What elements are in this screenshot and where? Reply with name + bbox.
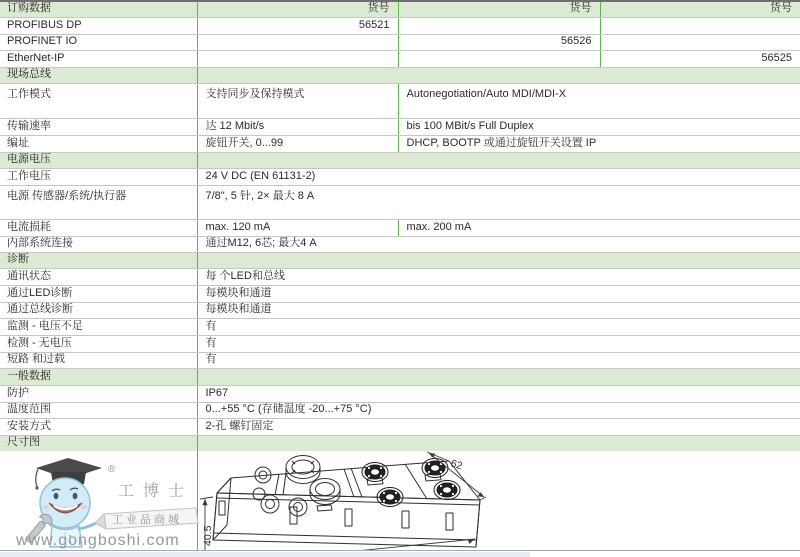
row-label: 安装方式 bbox=[0, 418, 197, 435]
row-value: 56526 bbox=[398, 34, 600, 50]
row-value bbox=[398, 50, 600, 67]
spec-row bbox=[0, 34, 800, 50]
row-value: 支持同步及保持模式 bbox=[197, 83, 398, 118]
row-value: 每模块和通道 bbox=[197, 302, 800, 318]
row-value: 0...+55 °C (存储温度 -20...+75 °C) bbox=[197, 402, 800, 418]
row-value: 货号 bbox=[197, 2, 398, 17]
row-value: 每模块和通道 bbox=[197, 285, 800, 302]
spec-row bbox=[0, 302, 800, 318]
row-label: 电流损耗 bbox=[0, 219, 197, 236]
row-value: 7/8", 5 针, 2× 最大 8 A bbox=[197, 185, 800, 219]
spec-row bbox=[0, 50, 800, 67]
row-value: bis 100 MBit/s Full Duplex bbox=[398, 118, 800, 135]
row-value: 通过M12, 6芯; 最大4 A bbox=[197, 236, 800, 252]
row-label: PROFINET IO bbox=[0, 34, 197, 50]
spec-row bbox=[0, 135, 800, 152]
row-value bbox=[398, 17, 600, 34]
spec-row bbox=[0, 418, 800, 435]
section-row bbox=[0, 252, 800, 268]
row-label: 检测 - 无电压 bbox=[0, 335, 197, 352]
section-row bbox=[0, 152, 800, 168]
row-label: 通讯状态 bbox=[0, 268, 197, 285]
spec-row bbox=[0, 219, 800, 236]
spec-row bbox=[0, 385, 800, 402]
mounting-slot bbox=[345, 509, 352, 526]
row-value: 24 V DC (EN 61131-2) bbox=[197, 168, 800, 185]
mounting-slot bbox=[402, 511, 409, 528]
row-label: 编址 bbox=[0, 135, 197, 152]
dimension-width-label: 62 bbox=[449, 457, 464, 473]
mounting-slot bbox=[446, 513, 453, 530]
section-row bbox=[0, 368, 800, 385]
row-value: DHCP, BOOTP 或通过旋钮开关设置 IP bbox=[398, 135, 800, 152]
row-label: 通过LED诊断 bbox=[0, 285, 197, 302]
spec-row bbox=[0, 118, 800, 135]
row-value bbox=[197, 368, 800, 385]
row-label: 传输速率 bbox=[0, 118, 197, 135]
row-value: 旋钮开关, 0...99 bbox=[197, 135, 398, 152]
row-label: 工作模式 bbox=[0, 83, 197, 118]
dimension-drawing-row bbox=[0, 451, 800, 550]
row-value bbox=[197, 152, 800, 168]
row-value bbox=[600, 34, 800, 50]
rotary-cover bbox=[286, 456, 320, 479]
spec-row bbox=[0, 185, 800, 219]
row-label: EtherNet-IP bbox=[0, 50, 197, 67]
row-label: 温度范围 bbox=[0, 402, 197, 418]
spec-row bbox=[0, 83, 800, 118]
brand-name: 工博士 bbox=[118, 483, 194, 500]
row-value bbox=[197, 50, 398, 67]
row-label: 电源 传感器/系统/执行器 bbox=[0, 185, 197, 219]
row-label: 内部系统连接 bbox=[0, 236, 197, 252]
spec-row bbox=[0, 285, 800, 302]
row-value bbox=[197, 67, 800, 83]
row-label: 监测 - 电压不足 bbox=[0, 318, 197, 335]
section-row bbox=[0, 2, 800, 17]
row-value: 有 bbox=[197, 352, 800, 368]
spec-row bbox=[0, 268, 800, 285]
brand-tagline: 工业品商城 bbox=[112, 514, 182, 526]
row-value bbox=[600, 17, 800, 34]
row-label: 通过总线诊断 bbox=[0, 302, 197, 318]
m12-connector bbox=[261, 495, 279, 513]
row-label: PROFIBUS DP bbox=[0, 17, 197, 34]
section-label: 尺寸图 bbox=[0, 435, 197, 451]
row-value: max. 120 mA bbox=[197, 219, 398, 236]
section-label: 现场总线 bbox=[0, 67, 197, 83]
spec-row bbox=[0, 352, 800, 368]
section-label: 电源电压 bbox=[0, 152, 197, 168]
row-value: IP67 bbox=[197, 385, 800, 402]
spec-table bbox=[0, 2, 800, 452]
row-label: 防护 bbox=[0, 385, 197, 402]
spec-row bbox=[0, 17, 800, 34]
brand-url: www.gongboshi.com bbox=[16, 532, 180, 549]
section-row bbox=[0, 67, 800, 83]
row-value: max. 200 mA bbox=[398, 219, 800, 236]
row-value: Autonegotiation/Auto MDI/MDI-X bbox=[398, 83, 800, 118]
spec-row bbox=[0, 335, 800, 352]
row-value bbox=[197, 435, 800, 451]
section-label: 诊断 bbox=[0, 252, 197, 268]
gongboshi-watermark bbox=[8, 456, 220, 550]
row-value: 56521 bbox=[197, 17, 398, 34]
row-value bbox=[197, 34, 398, 50]
row-value: 56525 bbox=[600, 50, 800, 67]
row-value bbox=[197, 252, 800, 268]
section-label: 订购数据 bbox=[0, 2, 197, 17]
page-bottom-edge bbox=[0, 550, 800, 557]
dimension-height-label: 40.5 bbox=[202, 525, 214, 546]
row-label: 工作电压 bbox=[0, 168, 197, 185]
row-value: 有 bbox=[197, 335, 800, 352]
spec-row bbox=[0, 318, 800, 335]
section-label: 一般数据 bbox=[0, 368, 197, 385]
row-value: 达 12 Mbit/s bbox=[197, 118, 398, 135]
registered-mark: ® bbox=[108, 464, 116, 475]
row-value: 2-孔 螺钉固定 bbox=[197, 418, 800, 435]
row-label: 短路 和过载 bbox=[0, 352, 197, 368]
row-value: 有 bbox=[197, 318, 800, 335]
row-value: 货号 bbox=[398, 2, 600, 17]
spec-row bbox=[0, 402, 800, 418]
section-row bbox=[0, 435, 800, 451]
dimension-drawing bbox=[197, 451, 800, 550]
row-value: 货号 bbox=[600, 2, 800, 17]
spec-row bbox=[0, 236, 800, 252]
row-value: 每 个LED和总线 bbox=[197, 268, 800, 285]
spec-row bbox=[0, 168, 800, 185]
